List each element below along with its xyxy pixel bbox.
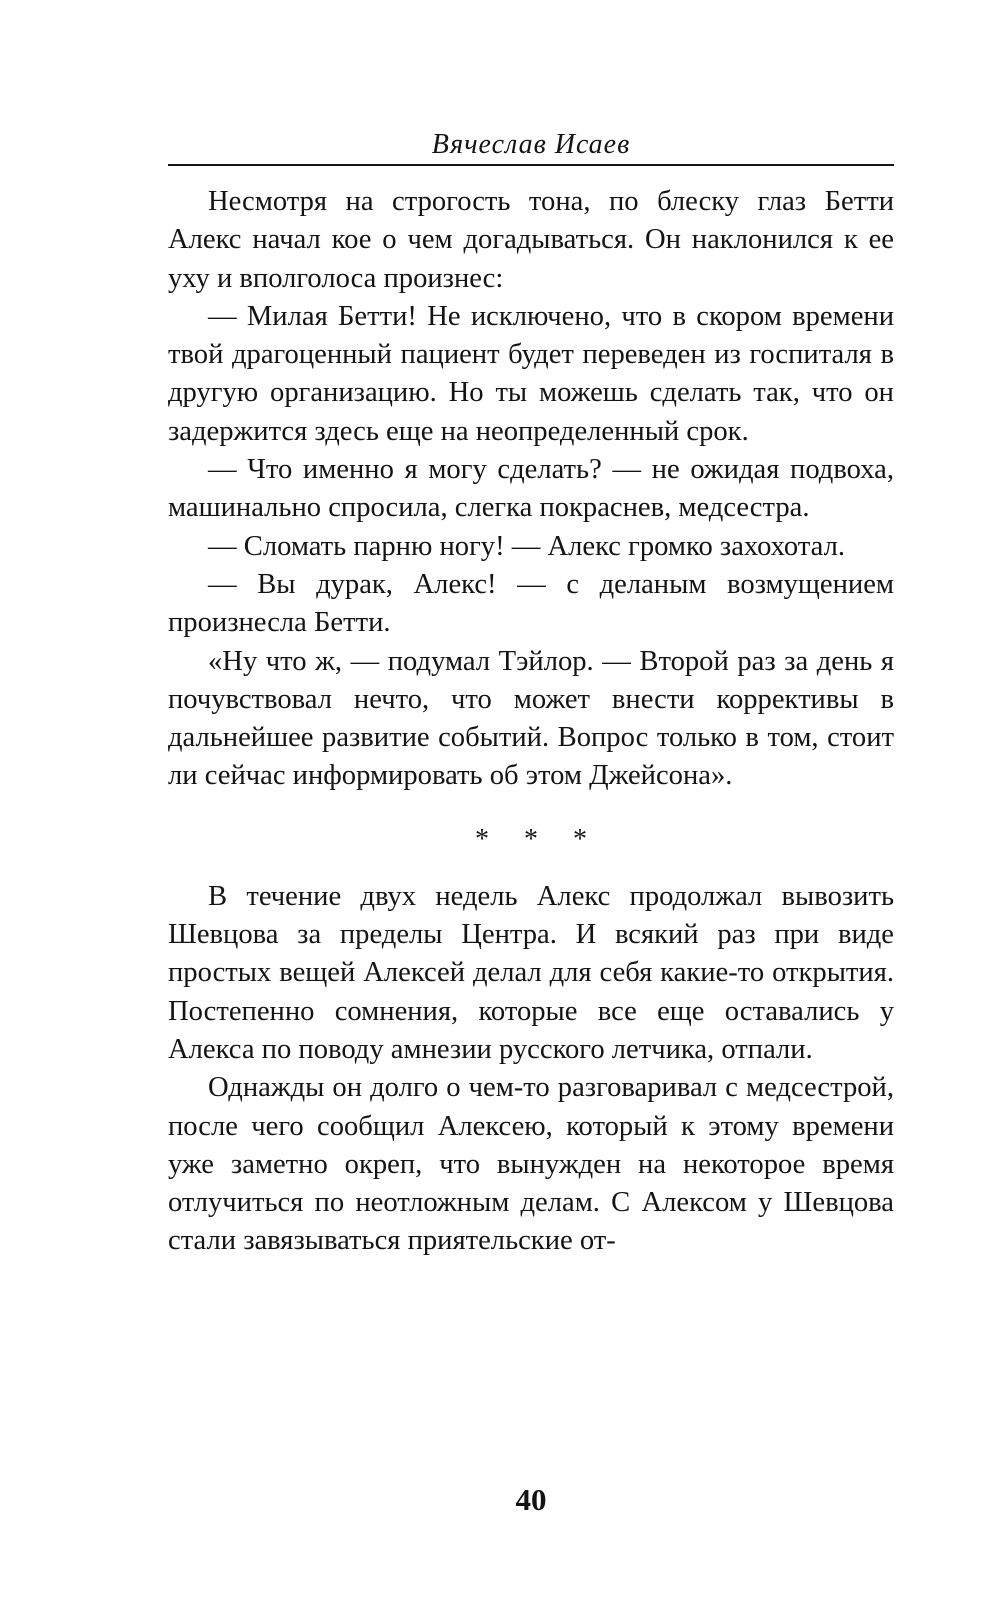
dialogue-paragraph: — Сломать парню ногу! — Алекс громко захохотал.	[208, 530, 846, 562]
running-head-author: Вячеслав Исаев	[431, 129, 631, 160]
paragraph: В течение двух недель Алекс продолжал вывозить Шевцова за пределы Центра. И всякий раз при виде простых вещей Алексей делал для себя какие-то открытия. Постепенно сомнения, которые все еще оставались у Алекса по поводу амнезии русского летчика, отпали.	[168, 880, 894, 1065]
book-page	[168, 0, 894, 1616]
paragraph: Однажды он долго о чем-то разговаривал с медсестрой, после чего сообщил Алексею, который к этому времени уже заметно окреп, что вынужден на некоторое время отлучиться по неотложным делам. С Алексом у Шевцова стали завязываться приятельские от-	[168, 1072, 894, 1257]
paragraph: «Ну что ж, — подумал Тэйлор. — Второй раз за день я почувствовал нечто, что может внести коррективы в дальнейшее развитие событий. Вопрос только в том, стоит ли сейчас информировать об этом Джейсона».	[168, 645, 894, 792]
paragraph: Несмотря на строгость тона, по блеску глаз Бетти Алекс начал кое о чем догадываться. Он наклонился к ее уху и вполголоса произнес:	[168, 186, 894, 294]
dialogue-paragraph: — Что именно я могу сделать? — не ожидая подвоха, машинально спросила, слегка покраснев, медсестра.	[168, 454, 894, 524]
header-rule	[168, 164, 894, 166]
dialogue-paragraph: — Вы дурак, Алекс! — с деланым возмущением произнесла Бетти.	[168, 568, 894, 639]
page-number: 40	[515, 1482, 547, 1517]
dialogue-paragraph: — Милая Бетти! Не исключено, что в скором времени твой драгоценный пациент будет переведен из госпиталя в другую организацию. Но ты можешь сделать так, что он задержится здесь еще на неопределенный срок.	[168, 300, 894, 447]
body-text	[168, 183, 894, 1261]
section-separator: * * *	[475, 823, 601, 855]
